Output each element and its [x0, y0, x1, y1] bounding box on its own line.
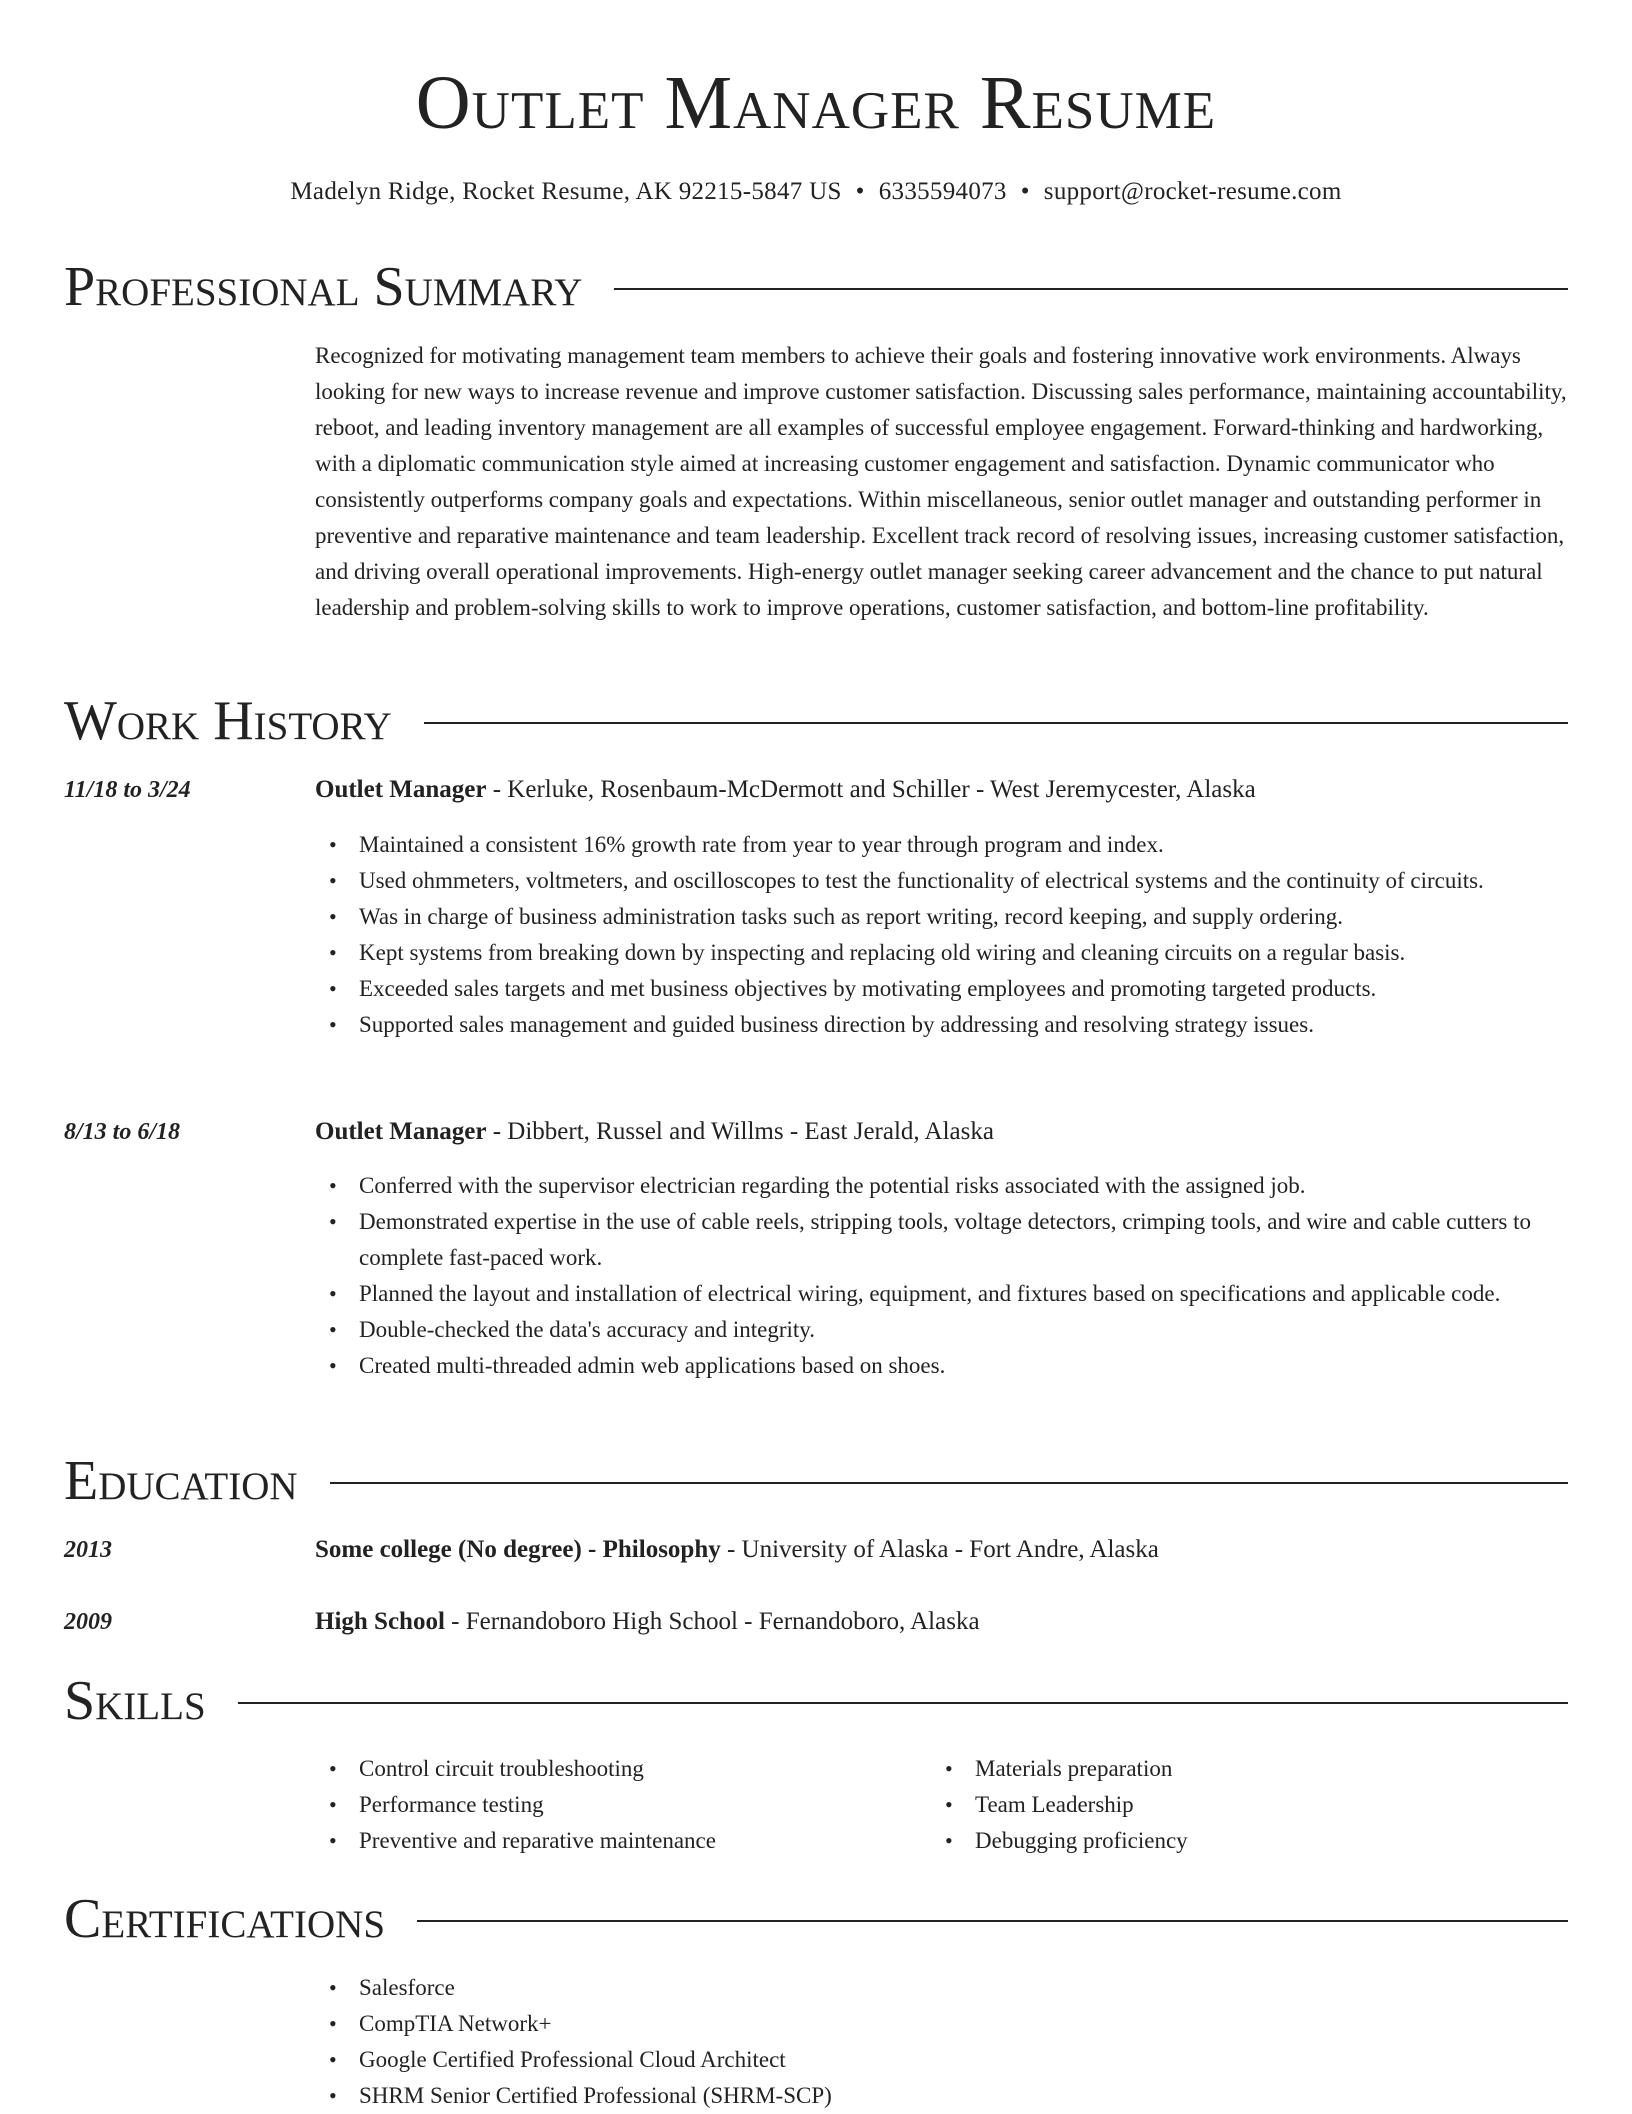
skill-text: Debugging proficiency	[975, 1828, 1188, 1853]
skills-heading: Skills	[64, 1670, 206, 1732]
education-year: 2013	[64, 1537, 112, 1563]
job-employer: - Kerluke, Rosenbaum-McDermott and Schiller - West Jeremycester, Alaska	[486, 776, 1256, 803]
skill-text: Materials preparation	[975, 1756, 1173, 1781]
job-dates: 8/13 to 6/18	[64, 1119, 181, 1145]
contact-separator: •	[1020, 178, 1030, 205]
work-history-section-heading	[64, 686, 1568, 756]
bullet-text: Was in charge of business administration tasks such as report writing, record keeping, and supply ordering.	[359, 904, 1343, 929]
skills-section-heading	[64, 1666, 1568, 1736]
bullet-text: Planned the layout and installation of electrical wiring, equipment, and fixtures based on specifications and applicable code.	[359, 1281, 1501, 1306]
list-item	[315, 1276, 1568, 1312]
job-title-line	[315, 772, 1568, 808]
contact-info	[0, 174, 1632, 210]
summary-section-heading	[64, 252, 1568, 322]
skills-bullet-list	[931, 1751, 1547, 1859]
list-item	[315, 2042, 1568, 2078]
list-item	[315, 2006, 1568, 2042]
skill-text: Preventive and reparative maintenance	[359, 1828, 716, 1853]
skill-text: Performance testing	[359, 1792, 544, 1817]
bullet-icon: •	[329, 1173, 337, 1198]
bullet-text: Supported sales management and guided business direction by addressing and resolving strategy issues.	[359, 1012, 1314, 1037]
work-history-heading: Work History	[64, 690, 392, 752]
list-item	[315, 1970, 1568, 2006]
job-employer: - Dibbert, Russel and Willms - East Jerald, Alaska	[486, 1118, 994, 1145]
contact-email: support@rocket-resume.com	[1043, 178, 1342, 205]
job-bullets	[315, 827, 1568, 1043]
certifications-section-heading	[64, 1884, 1568, 1954]
bullet-icon: •	[329, 2011, 337, 2036]
list-item	[315, 863, 1568, 899]
bullet-text: Conferred with the supervisor electrician regarding the potential risks associated with the assigned job.	[359, 1173, 1306, 1198]
list-item	[315, 971, 1568, 1007]
bullet-icon: •	[329, 1828, 337, 1853]
list-item	[315, 1348, 1568, 1384]
bullet-icon: •	[329, 904, 337, 929]
list-item	[315, 1823, 931, 1859]
bullet-icon: •	[945, 1828, 953, 1853]
certification-text: Salesforce	[359, 1975, 455, 2000]
certification-text: SHRM Senior Certified Professional (SHRM-SCP)	[359, 2083, 832, 2108]
education-school: - Fernandoboro High School - Fernandoboro, Alaska	[444, 1608, 980, 1635]
section-divider	[424, 722, 1568, 724]
bullet-icon: •	[329, 1975, 337, 2000]
bullet-icon: •	[945, 1792, 953, 1817]
education-degree: High School	[315, 1608, 445, 1635]
summary-text: Recognized for motivating management team members to achieve their goals and fostering innovative work environments. Always looking for new ways to increase revenue and improve customer satisfaction. Discussing sales performance, maintaining accountability, reboot, and leading inventory management are all examples of successful employee engagement. Forward-thinking and hardworking, with a diplomatic communication style aimed at increasing customer engagement and satisfaction. Dynamic communicator who consistently outperforms company goals and expectations. Within miscellaneous, senior outlet manager and outstanding performer in preventive and reparative maintenance and team leadership. Excellent track record of resolving issues, increasing customer satisfaction, and driving overall operational improvements. High-energy outlet manager seeking career advancement and the chance to put natural leadership and problem-solving skills to work to improve operations, customer satisfaction, and bottom-line profitability.	[315, 343, 1567, 620]
list-item	[315, 2078, 1568, 2114]
job-title-line	[315, 1114, 1568, 1150]
bullet-text: Double-checked the data's accuracy and integrity.	[359, 1317, 816, 1342]
section-divider	[614, 288, 1568, 290]
bullet-icon: •	[329, 868, 337, 893]
bullet-icon: •	[945, 1756, 953, 1781]
skills-column-left	[315, 1751, 931, 1859]
job-bullet-list	[315, 827, 1568, 1043]
certification-text: Google Certified Professional Cloud Architect	[359, 2047, 786, 2072]
list-item	[315, 1168, 1568, 1204]
bullet-icon: •	[329, 2083, 337, 2108]
section-divider	[238, 1702, 1568, 1704]
list-item	[315, 1787, 931, 1823]
skills-column-right	[931, 1751, 1547, 1859]
bullet-icon: •	[329, 940, 337, 965]
education-section-heading	[64, 1446, 1568, 1516]
bullet-icon: •	[329, 1353, 337, 1378]
list-item	[315, 1204, 1568, 1276]
job-bullets	[315, 1168, 1568, 1384]
bullet-icon: •	[329, 1012, 337, 1037]
skill-text: Control circuit troubleshooting	[359, 1756, 644, 1781]
job-dates: 11/18 to 3/24	[64, 777, 191, 803]
list-item	[931, 1751, 1547, 1787]
bullet-icon: •	[329, 1317, 337, 1342]
summary-heading: Professional Summary	[64, 256, 583, 318]
job-title: Outlet Manager	[315, 776, 487, 803]
section-divider	[330, 1482, 1568, 1484]
education-degree: Some college (No degree) - Philosophy	[315, 1536, 721, 1563]
list-item	[315, 1007, 1568, 1043]
bullet-text: Created multi-threaded admin web applications based on shoes.	[359, 1353, 946, 1378]
bullet-icon: •	[329, 1756, 337, 1781]
bullet-text: Used ohmmeters, voltmeters, and oscilloscopes to test the functionality of electrical systems and the continuity of circuits.	[359, 868, 1484, 893]
bullet-icon: •	[329, 976, 337, 1001]
bullet-text: Exceeded sales targets and met business objectives by motivating employees and promoting targeted products.	[359, 976, 1377, 1001]
certifications-list	[315, 1970, 1568, 2114]
bullet-text: Demonstrated expertise in the use of cable reels, stripping tools, voltage detectors, crimping tools, and wire and cable cutters to complete fast-paced work.	[359, 1209, 1532, 1270]
bullet-icon: •	[329, 832, 337, 857]
bullet-icon: •	[329, 1209, 337, 1234]
list-item	[931, 1787, 1547, 1823]
education-year: 2009	[64, 1609, 112, 1635]
list-item	[315, 899, 1568, 935]
contact-address: Madelyn Ridge, Rocket Resume, AK 92215-5847 US	[290, 178, 842, 205]
job-title: Outlet Manager	[315, 1118, 487, 1145]
bullet-text: Maintained a consistent 16% growth rate from year to year through program and index.	[359, 832, 1164, 857]
certification-text: CompTIA Network+	[359, 2011, 552, 2036]
education-school: - University of Alaska - Fort Andre, Alaska	[720, 1536, 1159, 1563]
certifications-heading: Certifications	[64, 1888, 386, 1950]
bullet-text: Kept systems from breaking down by inspecting and replacing old wiring and cleaning circuits on a regular basis.	[359, 940, 1406, 965]
contact-separator: •	[855, 178, 865, 205]
resume-title: Outlet Manager Resume	[415, 61, 1217, 145]
list-item	[315, 1751, 931, 1787]
list-item	[931, 1823, 1547, 1859]
list-item	[315, 827, 1568, 863]
skills-list	[315, 1751, 1568, 1859]
skills-bullet-list	[315, 1751, 931, 1859]
bullet-icon: •	[329, 2047, 337, 2072]
education-heading: Education	[64, 1450, 298, 1512]
certifications-bullet-list	[315, 1970, 1568, 2114]
bullet-icon: •	[329, 1792, 337, 1817]
education-entry	[315, 1604, 1568, 1640]
bullet-icon: •	[329, 1281, 337, 1306]
section-divider	[417, 1920, 1568, 1922]
skill-text: Team Leadership	[975, 1792, 1134, 1817]
contact-phone: 6335594073	[878, 178, 1007, 205]
education-entry	[315, 1532, 1568, 1568]
list-item	[315, 1312, 1568, 1348]
job-bullet-list	[315, 1168, 1568, 1384]
list-item	[315, 935, 1568, 971]
